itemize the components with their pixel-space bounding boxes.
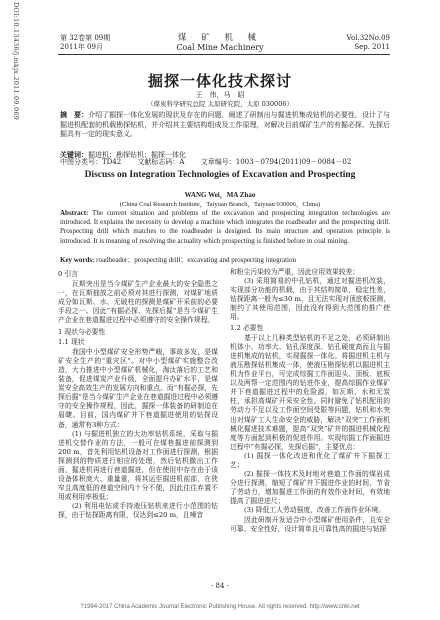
abstract-en-text: The current situation and problems of the excavation and prospecting integration technologies are introduced. It explains the necessity to develop a machine which integrates the roadheader and the prospecting drill. Prospecting drill which matches to the roadheader is designed. Its main structure and operation principle is introduced. It is meaning of resolving the actuality which prospecting is finished before in coal mining. — [60, 209, 391, 245]
journal-name-cn: 煤 矿 机 械 — [177, 33, 263, 43]
article-number: 文章编号：1003－0794(2011)09－0084－02 — [200, 158, 352, 166]
paragraph-continued: 和粉尘污染较为严重，因此应用效果较差； — [230, 268, 360, 276]
paragraph: (2) 利用电钻或手持液压钻机来进行小范围的钻探，由于钻探距离有限，仅达到≤20 m，且噪音 — [58, 502, 218, 520]
authors-en: WANG Wei，MA Zhao — [184, 191, 256, 199]
journal-name-en: Coal Mine Machinery — [176, 43, 264, 52]
abstract-cn-text: 介绍了掘探一体化发展的现状及存在的问题，阐述了研制出与掘进机集成钻机的必要性，设计了与掘进机配套的机载勘探钻机，并介绍其主要结构组成及工作原理，对解决目前煤矿生产的有掘必探、先探后掘具有一定的现实意义。 — [60, 111, 391, 138]
abstract-cn-label: 摘 要： — [60, 110, 89, 119]
article-title-cn: 掘探一体化技术探讨 — [147, 72, 292, 90]
section-heading-intro: 0 引言 — [58, 270, 79, 278]
keywords-en-text: roadheader；prospecting drill；excavating and prospecting integration — [96, 256, 296, 264]
keywords-cn-label: 关键词： — [60, 150, 88, 159]
document-code: 文献标志码：A — [137, 158, 185, 166]
list-item: (1) 掘探一体化改进和优化了煤矿井下掘探工艺； — [230, 451, 390, 469]
abstract-cn — [60, 110, 390, 140]
header-issue — [60, 34, 110, 52]
list-item: (3) 降低工人劳动强度，改善工作面作业环境。 — [244, 506, 385, 515]
paragraph: 瓦斯突出是当今煤矿生产企业最大的安全隐患之一，在瓦斯抽放之前必须对其进行探测，对煤矿地质成分如瓦斯、水、无破柱的探测是煤矿开采前的必要手段之一。因此“有掘必探、先探后掘”是当今煤矿生产企业在巷道掘进过程中必须遵守的安全操作规程。 — [58, 280, 218, 325]
list-item: (2) 掘探一体技术及时地对巷道工作面的煤岩成分进行探测，缩短了煤矿井下掘进作业的时间，节省了劳动力，增加掘进工作面的有效作业时间，有效地提高了掘进进尺； — [230, 470, 390, 506]
body-right-column — [230, 268, 390, 534]
copyright-footer: ?1994-2017 China Academic Journal Electronic Publishing House. All rights reserved. http://www.cnki.net — [80, 604, 360, 610]
abstract-en — [60, 209, 390, 246]
body-left-column — [58, 268, 218, 521]
header-volume: 第 32卷第 09期 — [60, 34, 111, 42]
affiliation-en: (China Coal Research Institute，Taiyuan Branch，Taiyuan 030006，China) — [119, 201, 321, 208]
paragraph: (1) 与掘进机独立的大功率钻机系统，采取与掘进机交替作业的方法，一般可在煤巷掘进前探测到200 m，首先利用钻机设备对工作面进行探测，根据探测到的物质进行相应的处理，然后钻机撤出工作面，掘进机再进行巷道掘进，但在使用中存在由于该设备体积庞大、重量重，将其运至掘进机前部，在狭窄且高度低的巷道空间内十分不便，因此往往弃置不用或利用率极低； — [58, 429, 218, 502]
header-date-en: Sep. 2011 — [354, 43, 390, 51]
header-volume-en: Vol.32No.09 — [346, 34, 390, 42]
article-title-en: Discuss on Integration Technologies of Excavation and Prospecting — [84, 170, 356, 180]
keywords-cn-text: 掘进机；勘探钻机；掘探一体化 — [88, 151, 186, 159]
section-heading-status: 1 现状与必要性 — [58, 327, 106, 336]
clc-number: 中图分类号：TD42 — [60, 158, 122, 166]
classification-line — [60, 158, 390, 167]
header-divider — [58, 54, 390, 55]
header-journal — [150, 33, 290, 53]
authors-cn: 王 伟，马 昭 — [195, 91, 245, 99]
subsection-heading-status: 1.1 现状 — [58, 337, 85, 346]
paragraph: (3) 采用简易的中孔钻机，通过对掘进机改装，实现部分功能的机载，由于其结构简单，稳定性差，钻探距离一般为≤30 m，且无法实现对顶底板探测，制约了其使用范围，因此没有得到大范围的推广使用。 — [230, 277, 390, 322]
paragraph: 因此研制开发适合中小型煤矿使用条件，且安全可靠、安全性好，设计简单且可靠性高的掘进与钻探 — [230, 515, 390, 533]
keywords-en — [60, 256, 390, 265]
paragraph: 我国中小型煤矿安全形势严峻，事故多发，是煤矿安全生产的“重灾区”。对中小型煤矿实施整合改造，大力推进中小型煤矿机械化，淘汰落后的工艺和装备，促进煤炭产业升级，全面提升办矿水平，是煤炭安全高效生产的发展方向和重点。而“有掘必探，先探后掘”是当今煤矿生产企业在巷道掘进过程中必须遵守的安全操作规程，因此，掘探一体装备的研制迫在眉睫。目前，国内煤矿井下巷道掘进使用的钻探设备，通常有3种方式： — [58, 347, 218, 429]
paragraph: 基于以上几种类型钻机的不足之处，必须研制出机体小、功率大、钻孔深度深、钻孔硬度高而且与掘进机集成的钻机，实现掘探一体化。将掘进机主机与液压勘探钻机集成一体，使液压勘探钻机以掘进机主机为作业平台，可完成综掘工作面迎头、顶板、底板以及两帮一定范围内的钻进作业，提高综掘作业煤矿井下巷道掘进过程中的危险源，如瓦斯、水和无炭柱，承担高煤矿开采安全性。同时避免了钻机配用的劳动力不足以及工作面空间受限等问题，钻机和水突出对煤矿工人生命安全的威胁，解决“双突”工作面机械化掘进技术难题，提高“双突”矿井的掘进机械化程度等方面起到积极的促进作用。实现综掘工作面掘进过程中“有掘必探，先探后掘”，主要优点： — [230, 333, 390, 451]
subsection-heading-necessity: 1.2 必要性 — [230, 323, 264, 332]
header-date: 2011年 09月 — [60, 43, 103, 51]
page-number: · 84 · — [211, 582, 229, 590]
abstract-en-label: Abstract: — [60, 209, 89, 217]
affiliation-cn: （煤炭科学研究总院 太原研究院，太原 030006） — [147, 100, 293, 108]
doi-sidebar: DOI:10.13436/j.mkjx.2011.09.069 — [12, 2, 20, 120]
header-issue-en — [347, 34, 390, 52]
keywords-en-label: Key words: — [60, 256, 95, 264]
